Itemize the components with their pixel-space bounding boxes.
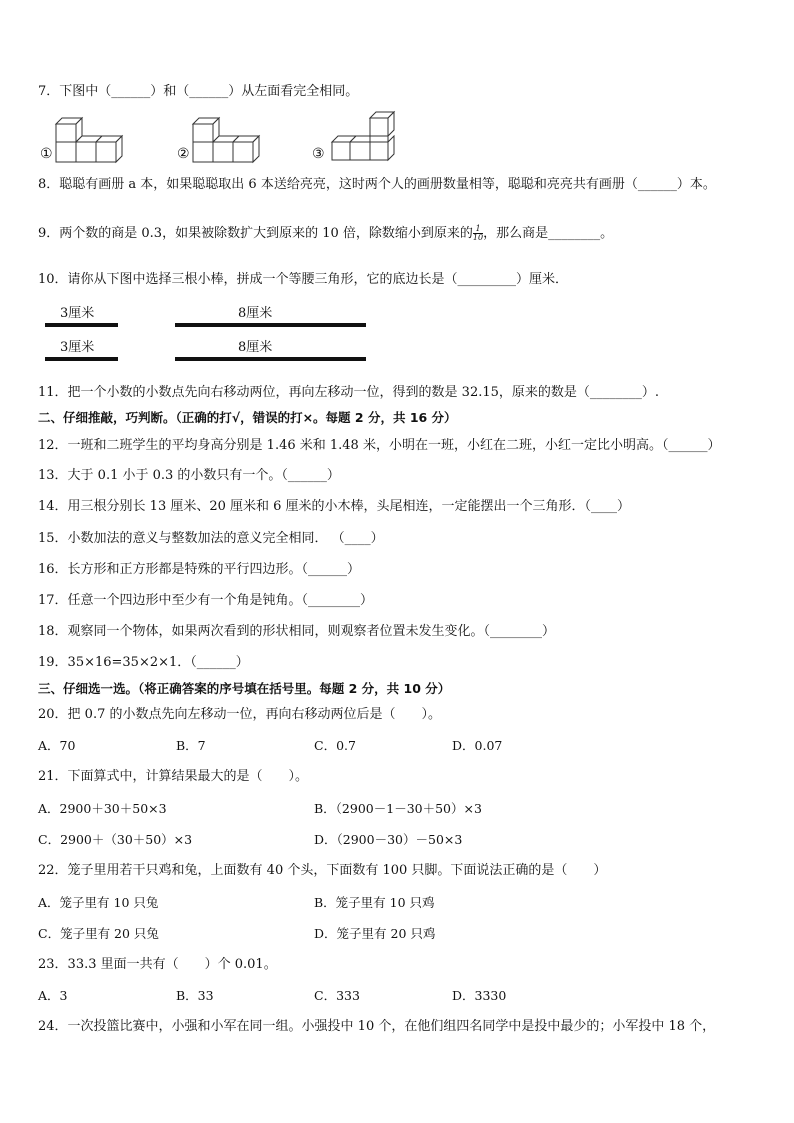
question-7: 7．下图中（______）和（______）从左面看完全相同。 <box>38 84 359 99</box>
option-d: D．笼子里有 20 只鸡 <box>314 926 436 941</box>
section-3-heading: 三、仔细选一选。（将正确答案的序号填在括号里。每题 2 分，共 10 分） <box>38 681 451 696</box>
option-a: A．70 <box>38 738 76 753</box>
question-14: 14．用三根分别长 13 厘米、20 厘米和 6 厘米的小木棒，头尾相连，一定能摆出一个三角形．（____） <box>38 499 631 514</box>
fraction-denominator: 10 <box>472 233 484 242</box>
stick-label: 3厘米 <box>60 340 95 355</box>
question-9-text: 9．两个数的商是 0.3，如果被除数扩大到原来的 10 倍，除数缩小到原来的 <box>38 226 473 241</box>
question-18: 18．观察同一个物体，如果两次看到的形状相同，则观察者位置未发生变化。（________） <box>38 624 556 639</box>
cube-figure-2 <box>175 114 275 166</box>
figure-label-2: ② <box>177 146 190 162</box>
option-b: B．笼子里有 10 只鸡 <box>314 895 435 910</box>
option-c: C．0.7 <box>314 738 356 753</box>
fraction-numerator: 1 <box>473 225 483 234</box>
figure-label-1: ① <box>40 146 53 162</box>
section-2-heading: 二、仔细推敲，巧判断。（正确的打√，错误的打×。每题 2 分，共 16 分） <box>38 410 457 425</box>
question-23: 23．33.3 里面一共有（ ）个 0.01。 <box>38 957 277 972</box>
question-22: 22．笼子里用若干只鸡和兔，上面数有 40 个头，下面数有 100 只脚。下面说法正确的是（ ） <box>38 863 607 878</box>
question-9 <box>38 225 613 242</box>
question-15: 15．小数加法的意义与整数加法的意义完全相同． （____） <box>38 531 384 546</box>
option-c: C．2900＋（30＋50）×3 <box>38 832 193 847</box>
question-16: 16．长方形和正方形都是特殊的平行四边形。（______） <box>38 562 361 577</box>
option-c: C．333 <box>314 988 360 1003</box>
question-24: 24．一次投篮比赛中，小强和小军在同一组。小强投中 10 个，在他们组四名同学中是投中最少的；小军投中 18 个， <box>38 1019 716 1034</box>
option-a: A．2900＋30＋50×3 <box>38 801 167 816</box>
question-19: 19．35×16=35×2×1．（______） <box>38 655 249 670</box>
option-d: D．3330 <box>452 988 507 1003</box>
question-10: 10．请你从下图中选择三根小棒，拼成一个等腰三角形，它的底边长是（_________）厘米． <box>38 272 569 287</box>
stick-3cm <box>45 357 118 361</box>
stick-8cm <box>175 357 366 361</box>
question-12: 12．一班和二班学生的平均身高分别是 1.46 米和 1.48 米，小明在一班，小红在二班，小红一定比小明高。（______） <box>38 438 721 453</box>
question-9-tail: ，那么商是________。 <box>483 226 614 241</box>
stick-8cm <box>175 323 366 327</box>
figure-label-3: ③ <box>312 146 325 162</box>
option-a: A．3 <box>38 988 68 1003</box>
question-17: 17．任意一个四边形中至少有一个角是钝角。（________） <box>38 593 374 608</box>
option-a: A．笼子里有 10 只兔 <box>38 895 159 910</box>
question-8: 8．聪聪有画册 a 本，如果聪聪取出 6 本送给亮亮，这时两个人的画册数量相等，聪聪和亮亮共有画册（______）本。 <box>38 177 716 192</box>
stick-3cm <box>45 323 118 327</box>
stick-label: 3厘米 <box>60 306 95 321</box>
cube-figure-3 <box>310 110 410 166</box>
stick-label: 8厘米 <box>238 340 273 355</box>
option-c: C．笼子里有 20 只兔 <box>38 926 159 941</box>
stick-label: 8厘米 <box>238 306 273 321</box>
question-11: 11．把一个小数的小数点先向右移动两位，再向左移动一位，得到的数是 32.15，原来的数是（________）. <box>38 385 660 400</box>
option-d: D．（2900－30）－50×3 <box>314 832 463 847</box>
option-b: B．33 <box>176 988 214 1003</box>
option-d: D．0.07 <box>452 738 503 753</box>
question-13: 13．大于 0.1 小于 0.3 的小数只有一个。（______） <box>38 468 340 483</box>
fraction <box>473 225 483 242</box>
question-20: 20．把 0.7 的小数点先向左移动一位，再向右移动两位后是（ ）。 <box>38 707 441 722</box>
cube-figure-1 <box>38 114 138 166</box>
option-b: B．（2900－1－30＋50）×3 <box>314 801 482 816</box>
question-21: 21．下面算式中，计算结果最大的是（ ）。 <box>38 769 309 784</box>
option-b: B．7 <box>176 738 206 753</box>
